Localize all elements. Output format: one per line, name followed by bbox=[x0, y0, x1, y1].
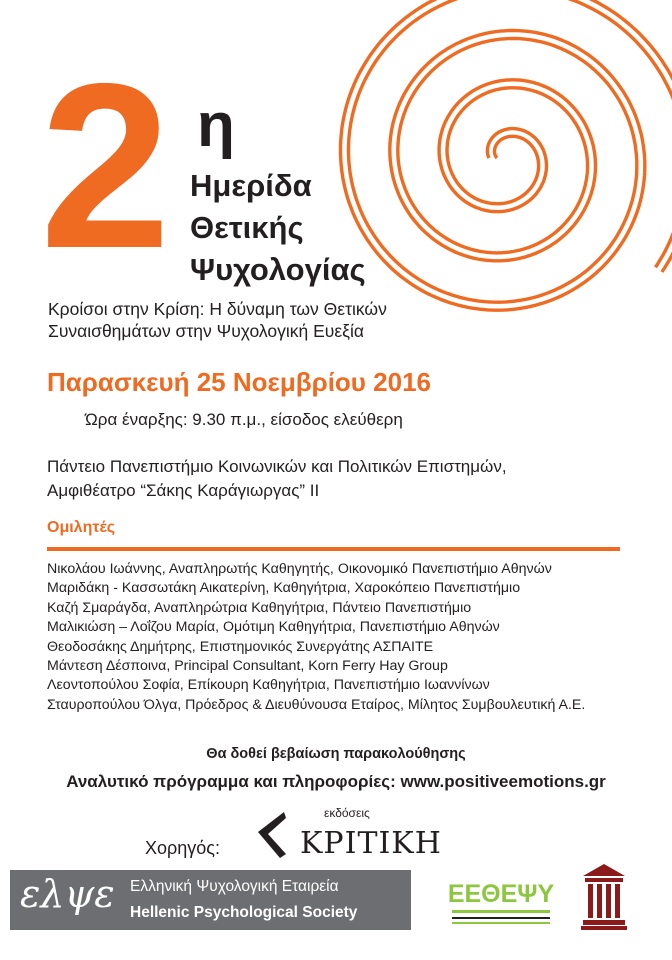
edition-number: 2 bbox=[40, 34, 167, 297]
event-time: Ώρα έναρξης: 9.30 π.μ., είσοδος ελεύθερη bbox=[85, 410, 403, 429]
sponsor-label: Χορηγός: bbox=[145, 838, 220, 858]
title-line-2: Θετικής bbox=[190, 210, 304, 245]
speakers-heading: Ομιλητές bbox=[47, 519, 116, 536]
list-item: Μάντεση Δέσποινα, Principal Consultant, Korn Ferry Hay Group bbox=[47, 658, 448, 675]
list-item: Σταυροπούλου Όλγα, Πρόεδρος & Διευθύνουσα Εταίρος, Μίλητος Συμβουλευτική Α.Ε. bbox=[47, 696, 586, 713]
program-link[interactable]: Αναλυτικό πρόγραμμα και πληροφορίες: www.positiveemotions.gr bbox=[66, 772, 606, 791]
event-venue bbox=[47, 455, 507, 503]
spiral-stroke-2 bbox=[341, 0, 672, 310]
subtitle-line-1: Κροίσοι στην Κρίση: Η δύναμη των Θετικών bbox=[48, 299, 387, 319]
list-item: Μαριδάκη - Κασσωτάκη Αικατερίνη, Καθηγήτρια, Χαροκόπειο Πανεπιστήμιο bbox=[47, 580, 521, 597]
divider bbox=[47, 547, 620, 551]
edition-superscript: η bbox=[197, 91, 235, 160]
spiral-stroke-1 bbox=[349, 0, 672, 302]
list-item: Μαλικιώση – Λοΐζου Μαρία, Ομότιμη Καθηγήτρια, Πανεπιστήμιο Αθηνών bbox=[47, 619, 500, 636]
society-logo: ελψε bbox=[20, 872, 115, 916]
eethepsy-logo-icon bbox=[446, 872, 556, 930]
certificate-note: Θα δοθεί βεβαίωση παρακολούθησης bbox=[206, 746, 466, 762]
list-item: Θεοδοσάκης Δημήτρης, Επιστημονικός Συνεργάτης ΑΣΠΑΙΤΕ bbox=[47, 638, 434, 655]
list-item: Λεοντοπούλου Σοφία, Επίκουρη Καθηγήτρια, Πανεπιστήμιο Ιωαννίνων bbox=[47, 677, 490, 694]
venue-line-2: Αμφιθέατρο “Σάκης Καράγιωργας” ΙΙ bbox=[47, 481, 320, 500]
list-item: Καζή Σμαράγδα, Αναπληρώτρια Καθηγήτρια, Πάντειο Πανεπιστήμιο bbox=[47, 599, 472, 616]
publisher-name: ΚΡΙΤΙΚΗ bbox=[300, 826, 442, 861]
society-name-greek: Ελληνική Ψυχολογική Εταιρεία bbox=[130, 878, 339, 895]
list-item: Νικολάου Ιωάννης, Αναπληρωτής Καθηγητής, Οικονομικό Πανεπιστήμιο Αθηνών bbox=[47, 561, 552, 577]
title-line-3: Ψυχολογίας bbox=[190, 252, 366, 287]
speakers-list bbox=[47, 560, 585, 715]
university-emblem-icon bbox=[579, 862, 629, 932]
subtitle-line-2: Συναισθημάτων στην Ψυχολογική Ευεξία bbox=[48, 321, 364, 341]
event-date: Παρασκευή 25 Νοεμβρίου 2016 bbox=[47, 367, 431, 397]
publisher-small-label: εκδόσεις bbox=[324, 806, 370, 820]
title-line-1: Ημερίδα bbox=[190, 168, 312, 203]
eethepsy-logo-text: ΕΕΘΕΨΥ bbox=[447, 880, 555, 908]
subtitle bbox=[48, 298, 387, 342]
venue-line-1: Πάντειο Πανεπιστήμιο Κοινωνικών και Πολιτικών Επιστημών, bbox=[47, 457, 507, 476]
society-name-english: Hellenic Psychological Society bbox=[130, 904, 358, 921]
